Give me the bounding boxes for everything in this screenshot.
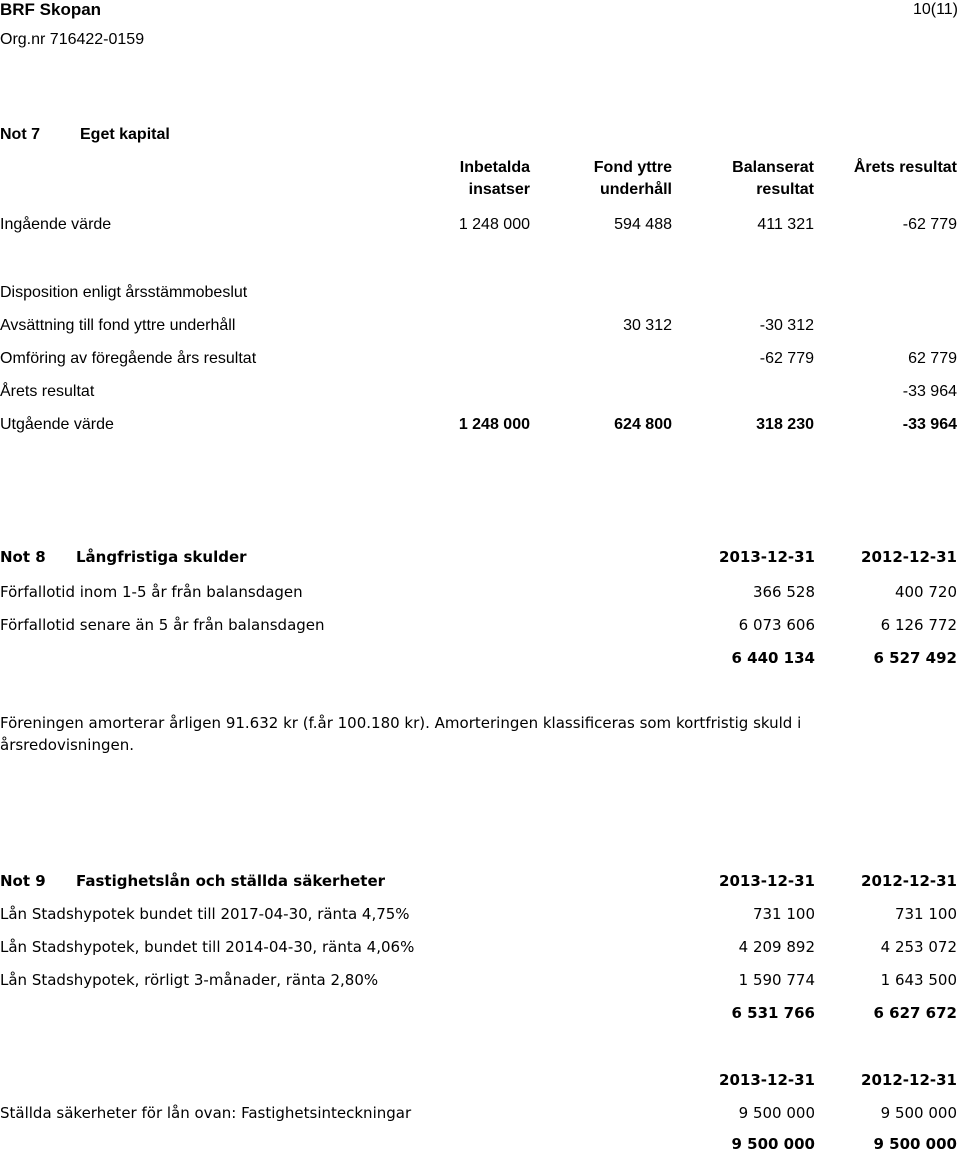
- row-value: 1 590 774: [738, 971, 815, 989]
- row-value: 731 100: [894, 905, 957, 923]
- note-8-col-2012: 2012-12-31: [861, 548, 957, 566]
- row-label: Lån Stadshypotek, rörligt 3-månader, ränta 2,80%: [0, 971, 379, 989]
- row-value: 62 779: [908, 350, 957, 367]
- row-value: 731 100: [752, 905, 815, 923]
- row-label: Lån Stadshypotek, bundet till 2014-04-30, ränta 4,06%: [0, 938, 415, 956]
- note-9-col-2013: 2013-12-31: [719, 872, 815, 890]
- amortization-paragraph: Föreningen amorterar årligen 91.632 kr (f.år 100.180 kr). Amorteringen klassificeras som kortfristig skuld i årsredovisningen.: [0, 714, 802, 754]
- security-total: 9 500 000: [873, 1135, 957, 1153]
- row-value: -62 779: [759, 350, 814, 367]
- row-value: 366 528: [752, 583, 815, 601]
- col-header-fond: Fond yttre: [593, 159, 672, 176]
- org-name: BRF Skopan: [0, 0, 102, 19]
- row-label: Förfallotid senare än 5 år från balansdagen: [0, 616, 325, 634]
- security-total: 9 500 000: [731, 1135, 815, 1153]
- row-value: 6 073 606: [738, 616, 815, 634]
- closing-label: Utgående värde: [0, 416, 114, 433]
- opening-label: Ingående värde: [0, 216, 112, 233]
- opening-value: -62 779: [902, 216, 957, 233]
- note-9-number: Not 9: [0, 872, 46, 890]
- row-label: Omföring av föregående års resultat: [0, 350, 257, 367]
- col-header-fond-2: underhåll: [599, 181, 672, 198]
- closing-value: -33 964: [902, 416, 957, 433]
- row-value: -30 312: [759, 317, 814, 334]
- total-value: 6 531 766: [731, 1004, 815, 1022]
- row-value: 1 643 500: [880, 971, 957, 989]
- row-value: 4 253 072: [880, 938, 957, 956]
- opening-value: 1 248 000: [458, 216, 530, 233]
- col-header-balanserat-2: resultat: [756, 181, 814, 198]
- closing-value: 318 230: [756, 416, 814, 433]
- closing-value: 624 800: [614, 416, 672, 433]
- row-label: Lån Stadshypotek bundet till 2017-04-30, ränta 4,75%: [0, 905, 410, 923]
- security-col-2012: 2012-12-31: [861, 1071, 957, 1089]
- row-value: 30 312: [623, 317, 672, 334]
- total-value: 6 627 672: [873, 1004, 957, 1022]
- row-value: 6 126 772: [880, 616, 957, 634]
- note-7-title: Eget kapital: [80, 126, 170, 143]
- security-col-2013: 2013-12-31: [719, 1071, 815, 1089]
- col-header-inbetalda: Inbetalda: [459, 159, 530, 176]
- col-header-arets: Årets resultat: [853, 159, 957, 176]
- total-value: 6 527 492: [873, 649, 957, 667]
- row-label: Förfallotid inom 1-5 år från balansdagen: [0, 583, 303, 601]
- row-label: Årets resultat: [0, 383, 95, 400]
- opening-value: 411 321: [757, 216, 814, 233]
- closing-value: 1 248 000: [458, 416, 530, 433]
- disposition-heading: Disposition enligt årsstämmobeslut: [0, 284, 248, 301]
- note-7-number: Not 7: [0, 126, 40, 143]
- note-8-title: Långfristiga skulder: [76, 548, 247, 566]
- total-value: 6 440 134: [731, 649, 815, 667]
- note-9-title: Fastighetslån och ställda säkerheter: [76, 872, 386, 890]
- security-label: Ställda säkerheter för lån ovan: Fastighetsinteckningar: [0, 1104, 412, 1122]
- security-value: 9 500 000: [880, 1104, 957, 1122]
- page-number: 10(11): [912, 1, 958, 18]
- note-8-col-2013: 2013-12-31: [719, 548, 815, 566]
- row-label: Avsättning till fond yttre underhåll: [0, 317, 236, 334]
- col-header-inbetalda-2: insatser: [468, 181, 530, 198]
- security-value: 9 500 000: [738, 1104, 815, 1122]
- col-header-balanserat: Balanserat: [732, 159, 814, 176]
- opening-value: 594 488: [614, 216, 672, 233]
- row-value: 400 720: [894, 583, 957, 601]
- row-value: 4 209 892: [738, 938, 815, 956]
- row-value: -33 964: [902, 383, 957, 400]
- note-8-number: Not 8: [0, 548, 46, 566]
- note-9-col-2012: 2012-12-31: [861, 872, 957, 890]
- org-number: Org.nr 716422-0159: [0, 31, 145, 48]
